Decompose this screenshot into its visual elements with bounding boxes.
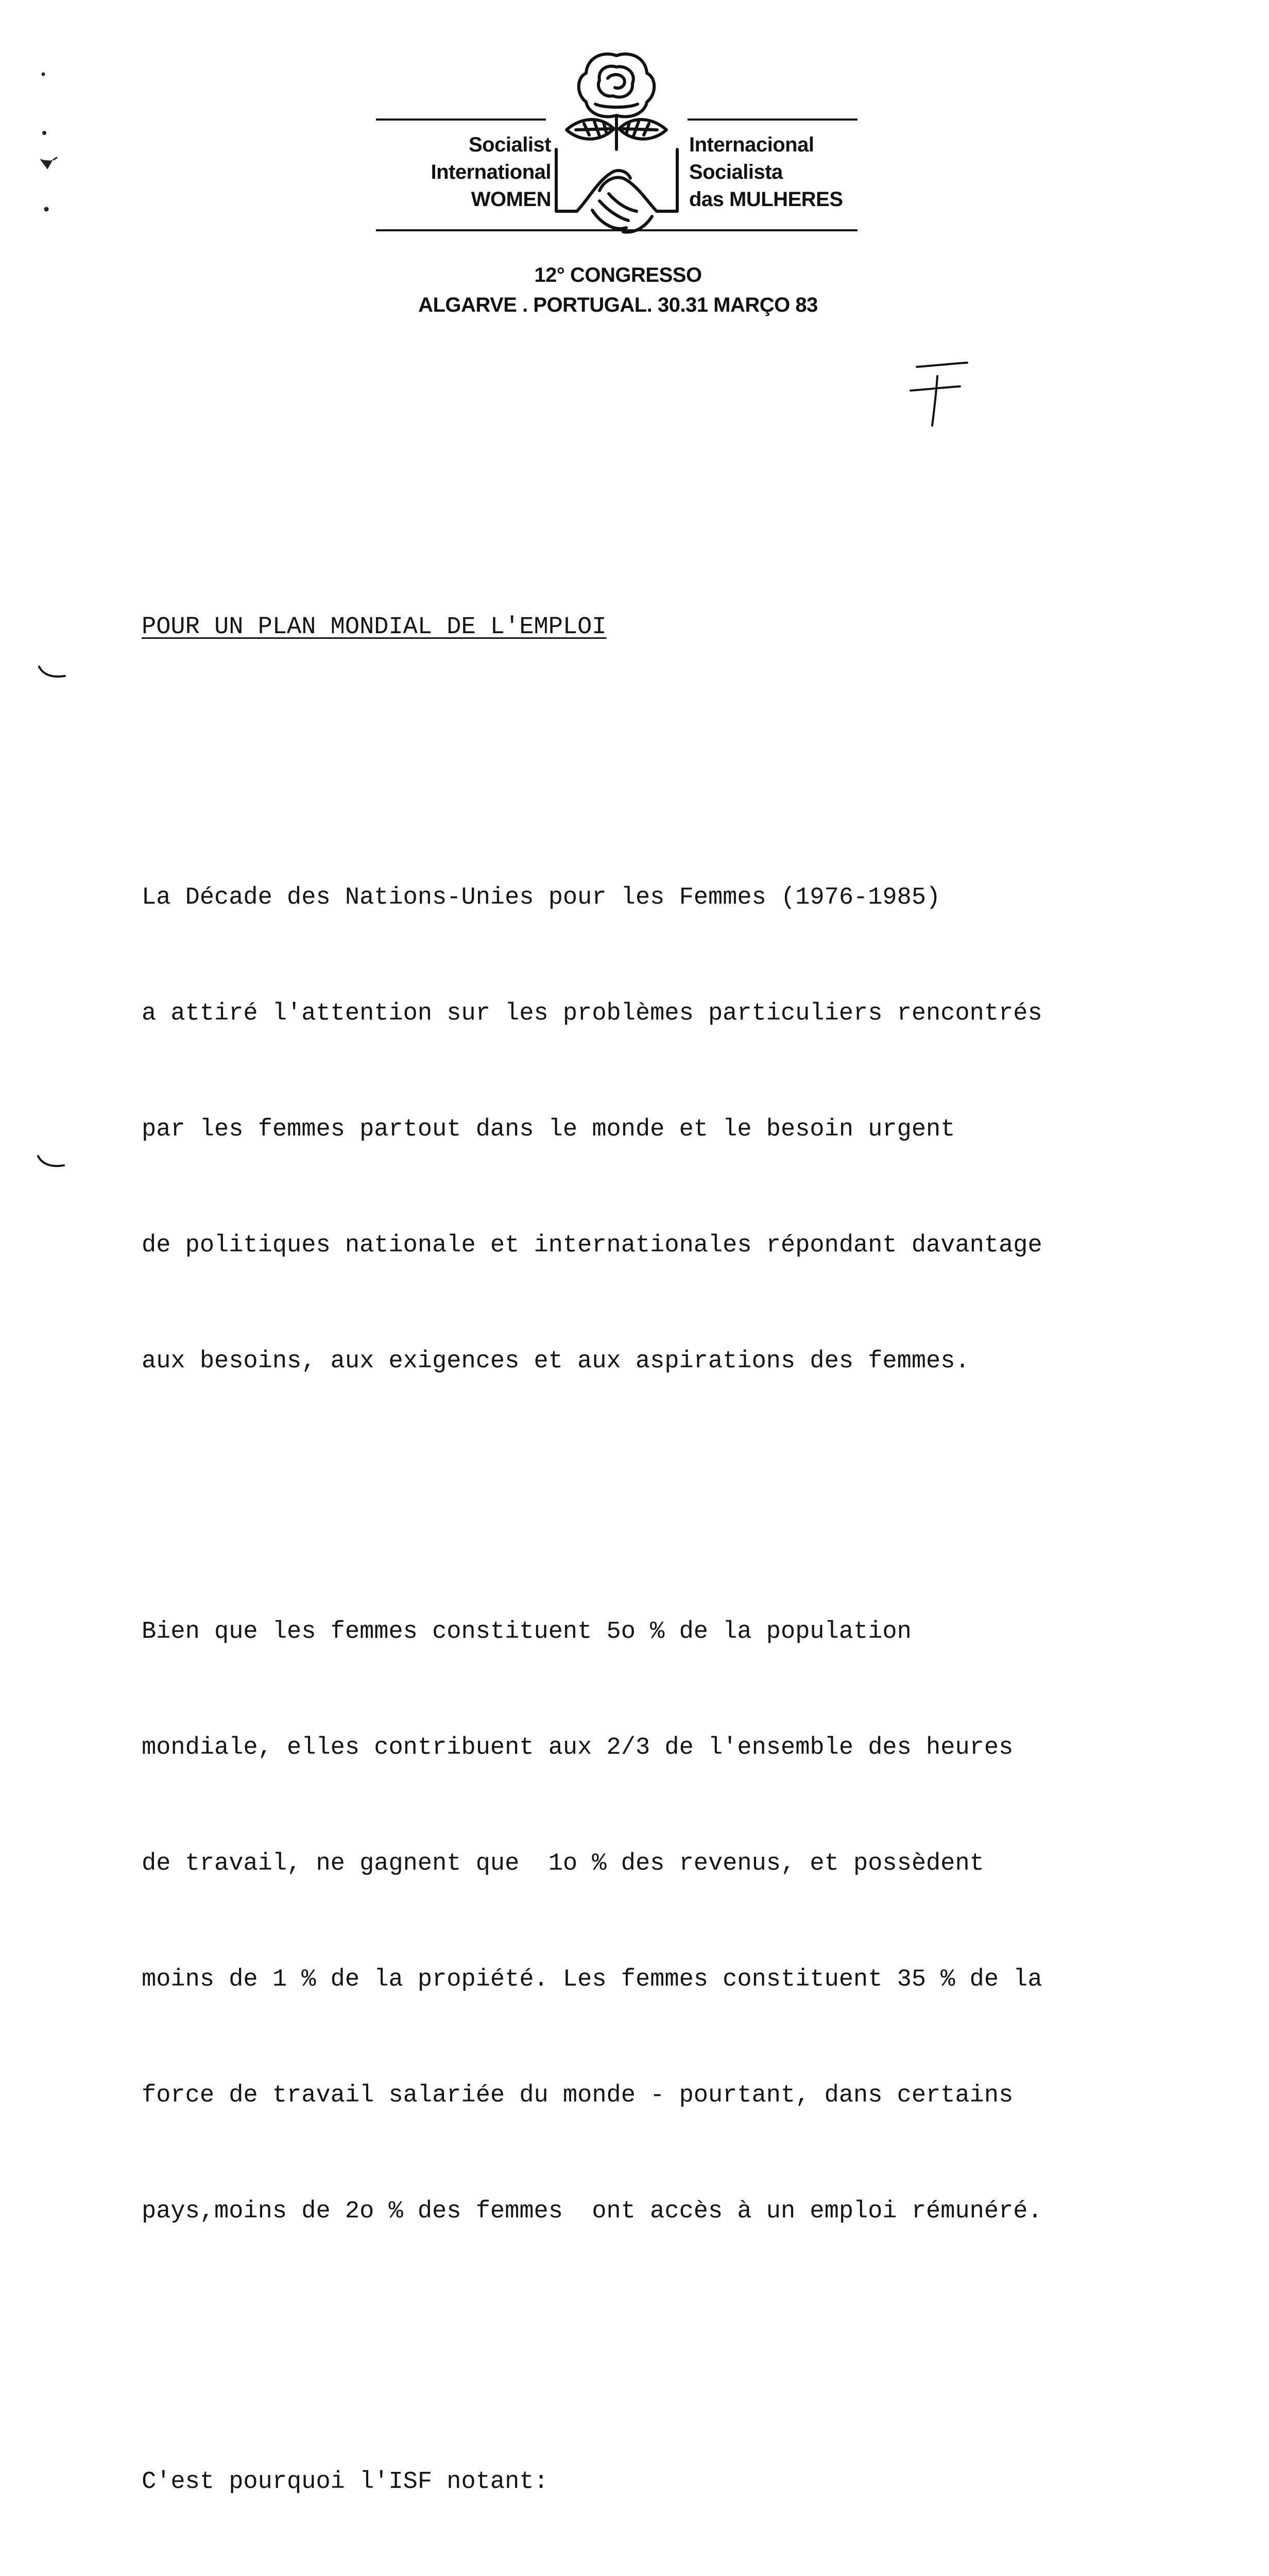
paragraph1-line-3: par les femmes partout dans le monde et le besoin urgent	[142, 1116, 955, 1143]
congress-heading	[376, 260, 860, 320]
paragraph2-line-3: de travail, ne gagnent que 1o % des revenus, et possèdent	[142, 1850, 984, 1877]
paragraph2-line-5: force de travail salariée du monde - pourtant, dans certains	[142, 2082, 1014, 2109]
paragraph1-line-2: a attiré l'attention sur les problèmes particuliers rencontrés	[142, 1000, 1042, 1027]
paragraph2-line-2: mondiale, elles contribuent aux 2/3 de l'ensemble des heures	[142, 1734, 1014, 1761]
congress-line-2: ALGARVE . PORTUGAL. 30.31 MARÇO 83	[418, 294, 818, 316]
congress-line-1: 12° CONGRESSO	[534, 264, 702, 286]
paragraph1-line-1: La Décade des Nations-Unies pour les Femmes (1976-1985)	[142, 884, 941, 911]
paragraph2-line-4: moins de 1 % de la propiété. Les femmes constituent 35 % de la	[142, 1966, 1042, 1993]
org-right-line-2: Socialista	[689, 161, 783, 183]
org-right-line-1: Internacional	[689, 133, 814, 156]
margin-tick-2	[36, 1154, 67, 1170]
rose-handshake-emblem-icon	[546, 46, 688, 247]
org-left-line-3: WOMEN	[471, 188, 551, 211]
handwritten-f-mark	[906, 361, 973, 428]
paragraph1-line-4: de politiques nationale et internationales répondant davantage	[142, 1232, 1042, 1259]
letterhead-rule-top-right	[688, 118, 858, 121]
paragraph1-line-5: aux besoins, aux exigences et aux aspirations des femmes.	[142, 1348, 970, 1375]
margin-specks	[36, 67, 67, 222]
margin-tick-1	[37, 665, 68, 680]
letterhead	[376, 46, 860, 263]
document-title: POUR UN PLAN MONDIAL DE L'EMPLOI	[142, 614, 607, 641]
org-name-english	[397, 131, 551, 213]
org-right-line-3: das MULHERES	[689, 188, 843, 211]
document-body	[142, 531, 1172, 2576]
intro-line: C'est pourquoi l'ISF notant:	[142, 2468, 548, 2496]
paragraph2-line-1: Bien que les femmes constituent 5o % de la population	[142, 1618, 912, 1646]
org-left-line-2: International	[431, 161, 551, 183]
paragraph2-line-6: pays,moins de 2o % des femmes ont accès à un emploi rémunéré.	[142, 2198, 1042, 2225]
org-name-portuguese	[689, 131, 864, 213]
letterhead-rule-top-left	[376, 118, 546, 121]
org-left-line-1: Socialist	[468, 133, 551, 156]
